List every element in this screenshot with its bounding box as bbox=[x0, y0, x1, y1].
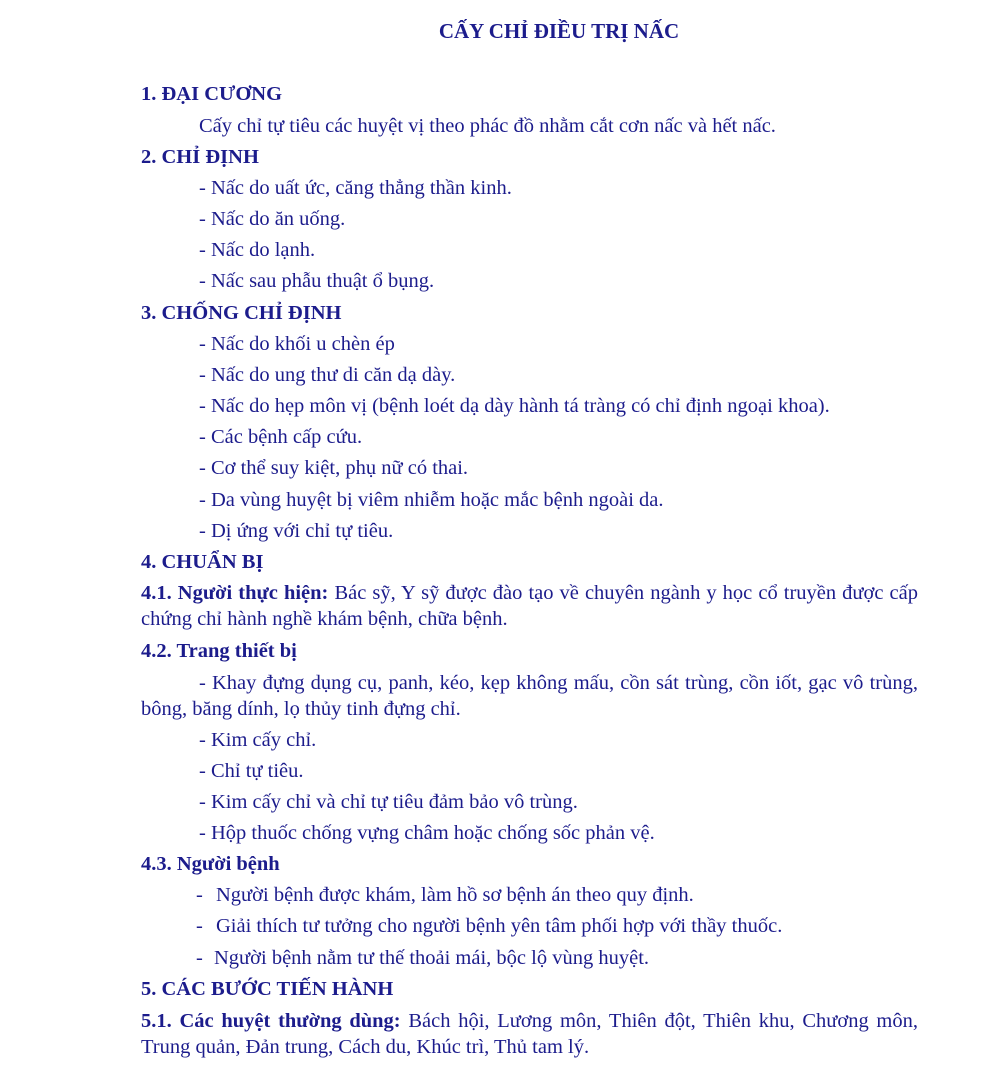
list-item: - Nấc do ung thư di căn dạ dày. bbox=[199, 364, 456, 386]
list-item: - Nấc sau phẫu thuật ổ bụng. bbox=[199, 270, 435, 292]
list-item: - Dị ứng với chỉ tự tiêu. bbox=[199, 520, 394, 542]
list-item: - Kim cấy chỉ và chỉ tự tiêu đảm bảo vô trùng. bbox=[199, 791, 578, 813]
section-5-1-paragraph bbox=[141, 1008, 918, 1060]
list-item: - Nấc do ăn uống. bbox=[199, 208, 346, 230]
list-bullet: - bbox=[196, 884, 203, 906]
list-item: - Nấc do hẹp môn vị (bệnh loét dạ dày hành tá tràng có chỉ định ngoại khoa). bbox=[199, 395, 830, 417]
list-item: - Kim cấy chỉ. bbox=[199, 729, 317, 751]
section-4-1-label: 4.1. Người thực hiện: bbox=[141, 582, 329, 604]
list-item: - Nấc do khối u chèn ép bbox=[199, 333, 395, 355]
section-2-heading: 2. CHỈ ĐỊNH bbox=[141, 146, 259, 168]
section-4-3-heading: 4.3. Người bệnh bbox=[141, 853, 280, 875]
section-4-2-first-item: - Khay đựng dụng cụ, panh, kéo, kẹp không mấu, cồn sát trùng, cồn iốt, gạc vô trùng, bông, băng dính, lọ thủy tinh đựng chỉ. bbox=[141, 672, 918, 720]
section-1-text: Cấy chỉ tự tiêu các huyệt vị theo phác đồ nhằm cắt cơn nấc và hết nấc. bbox=[199, 115, 776, 137]
section-1-heading: 1. ĐẠI CƯƠNG bbox=[141, 83, 283, 105]
list-item: - Nấc do uất ức, căng thẳng thần kinh. bbox=[199, 177, 512, 199]
list-item: - Chỉ tự tiêu. bbox=[199, 760, 304, 782]
list-bullet: - bbox=[196, 947, 203, 969]
list-item: - Cơ thể suy kiệt, phụ nữ có thai. bbox=[199, 457, 469, 479]
document-title: CẤY CHỈ ĐIỀU TRỊ NẤC bbox=[438, 19, 680, 43]
section-4-heading: 4. CHUẨN BỊ bbox=[141, 551, 264, 573]
section-5-heading: 5. CÁC BƯỚC TIẾN HÀNH bbox=[141, 978, 394, 1000]
list-item: Giải thích tư tưởng cho người bệnh yên tâm phối hợp với thầy thuốc. bbox=[216, 915, 783, 937]
list-item: - Hộp thuốc chống vựng châm hoặc chống sốc phản vệ. bbox=[199, 822, 655, 844]
section-5-1-text: Bách hội, Lương môn, Thiên đột, Thiên khu, Chương môn, Trung quản, Đản trung, Cách du, Khúc trì, Thủ tam lý. bbox=[141, 1010, 918, 1058]
section-4-2-heading: 4.2. Trang thiết bị bbox=[141, 640, 297, 662]
list-item: Người bệnh được khám, làm hồ sơ bệnh án theo quy định. bbox=[216, 884, 694, 906]
section-4-1-paragraph bbox=[141, 580, 918, 632]
section-5-1-label: 5.1. Các huyệt thường dùng: bbox=[141, 1010, 401, 1032]
section-3-heading: 3. CHỐNG CHỈ ĐỊNH bbox=[141, 302, 342, 324]
list-item: - Da vùng huyệt bị viêm nhiễm hoặc mắc bệnh ngoài da. bbox=[199, 489, 664, 511]
list-bullet: - bbox=[196, 915, 203, 937]
list-item: Người bệnh nằm tư thế thoải mái, bộc lộ vùng huyệt. bbox=[214, 947, 650, 969]
section-4-1-text: Bác sỹ, Y sỹ được đào tạo về chuyên ngành y học cổ truyền được cấp chứng chỉ hành nghề khám bệnh, chữa bệnh. bbox=[141, 582, 918, 630]
list-item: - Nấc do lạnh. bbox=[199, 239, 316, 261]
list-item: - Các bệnh cấp cứu. bbox=[199, 426, 363, 448]
